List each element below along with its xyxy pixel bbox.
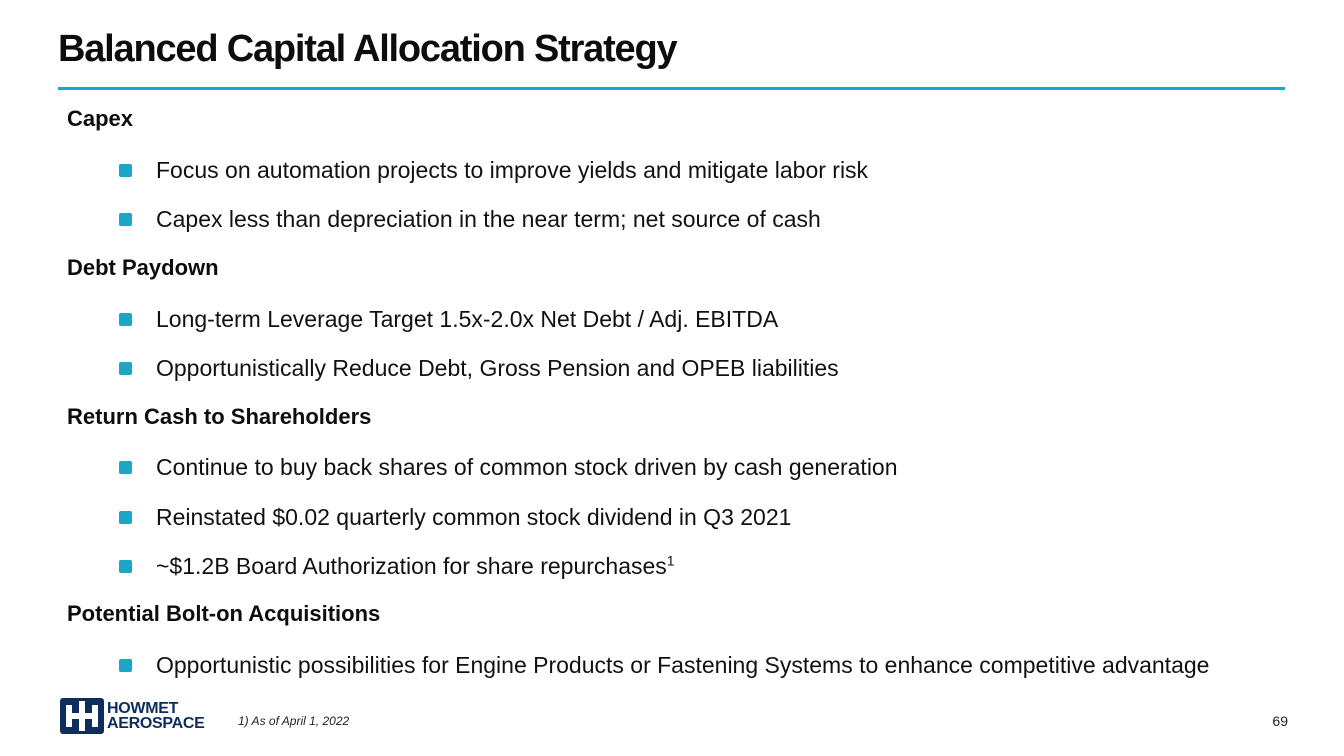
bullet-text: Continue to buy back shares of common stock driven by cash generation (156, 453, 898, 480)
bullet-text: Capex less than depreciation in the near term; net source of cash (156, 205, 821, 232)
bullet-square-icon (119, 511, 132, 524)
bullet-item (119, 155, 868, 185)
bullet-item (119, 551, 675, 581)
bullet-square-icon (119, 659, 132, 672)
bullet-text-body: ~$1.2B Board Authorization for share repurchases (156, 552, 667, 579)
bullet-square-icon (119, 313, 132, 326)
bullet-square-icon (119, 362, 132, 375)
page-number: 69 (1272, 713, 1288, 729)
logo-line-1: HOWMET (107, 700, 179, 717)
bullet-item (119, 452, 898, 482)
bullet-text: Opportunistically Reduce Debt, Gross Pension and OPEB liabilities (156, 354, 839, 381)
bullet-item (119, 304, 778, 334)
bullet-item (119, 650, 1209, 680)
footnote-marker: 1 (666, 551, 675, 568)
title-divider (58, 87, 1285, 90)
bullet-square-icon (119, 213, 132, 226)
bullet-text (156, 553, 675, 580)
bullet-item (119, 204, 821, 234)
section-heading-acquisitions: Potential Bolt-on Acquisitions (67, 601, 381, 626)
footnote: 1) As of April 1, 2022 (238, 714, 350, 728)
bullet-text: Reinstated $0.02 quarterly common stock dividend in Q3 2021 (156, 503, 792, 530)
slide-title: Balanced Capital Allocation Strategy (58, 28, 677, 70)
section-heading-capex: Capex (67, 106, 134, 131)
bullet-text: Long-term Leverage Target 1.5x-2.0x Net Debt / Adj. EBITDA (156, 305, 779, 332)
bullet-text: Focus on automation projects to improve yields and mitigate labor risk (156, 156, 869, 183)
bullet-text: Opportunistic possibilities for Engine Products or Fastening Systems to enhance competitive advantage (156, 651, 1210, 678)
company-logo (60, 698, 204, 734)
section-heading-debt-paydown: Debt Paydown (67, 255, 219, 280)
bullet-square-icon (119, 461, 132, 474)
logo-wordmark (107, 701, 204, 731)
section-heading-return-cash: Return Cash to Shareholders (67, 404, 372, 429)
bullet-item (119, 353, 839, 383)
bullet-item (119, 502, 791, 532)
logo-line-2: AEROSPACE (107, 715, 205, 732)
bullet-square-icon (119, 164, 132, 177)
howmet-logo-icon (60, 698, 104, 734)
bullet-square-icon (119, 560, 132, 573)
